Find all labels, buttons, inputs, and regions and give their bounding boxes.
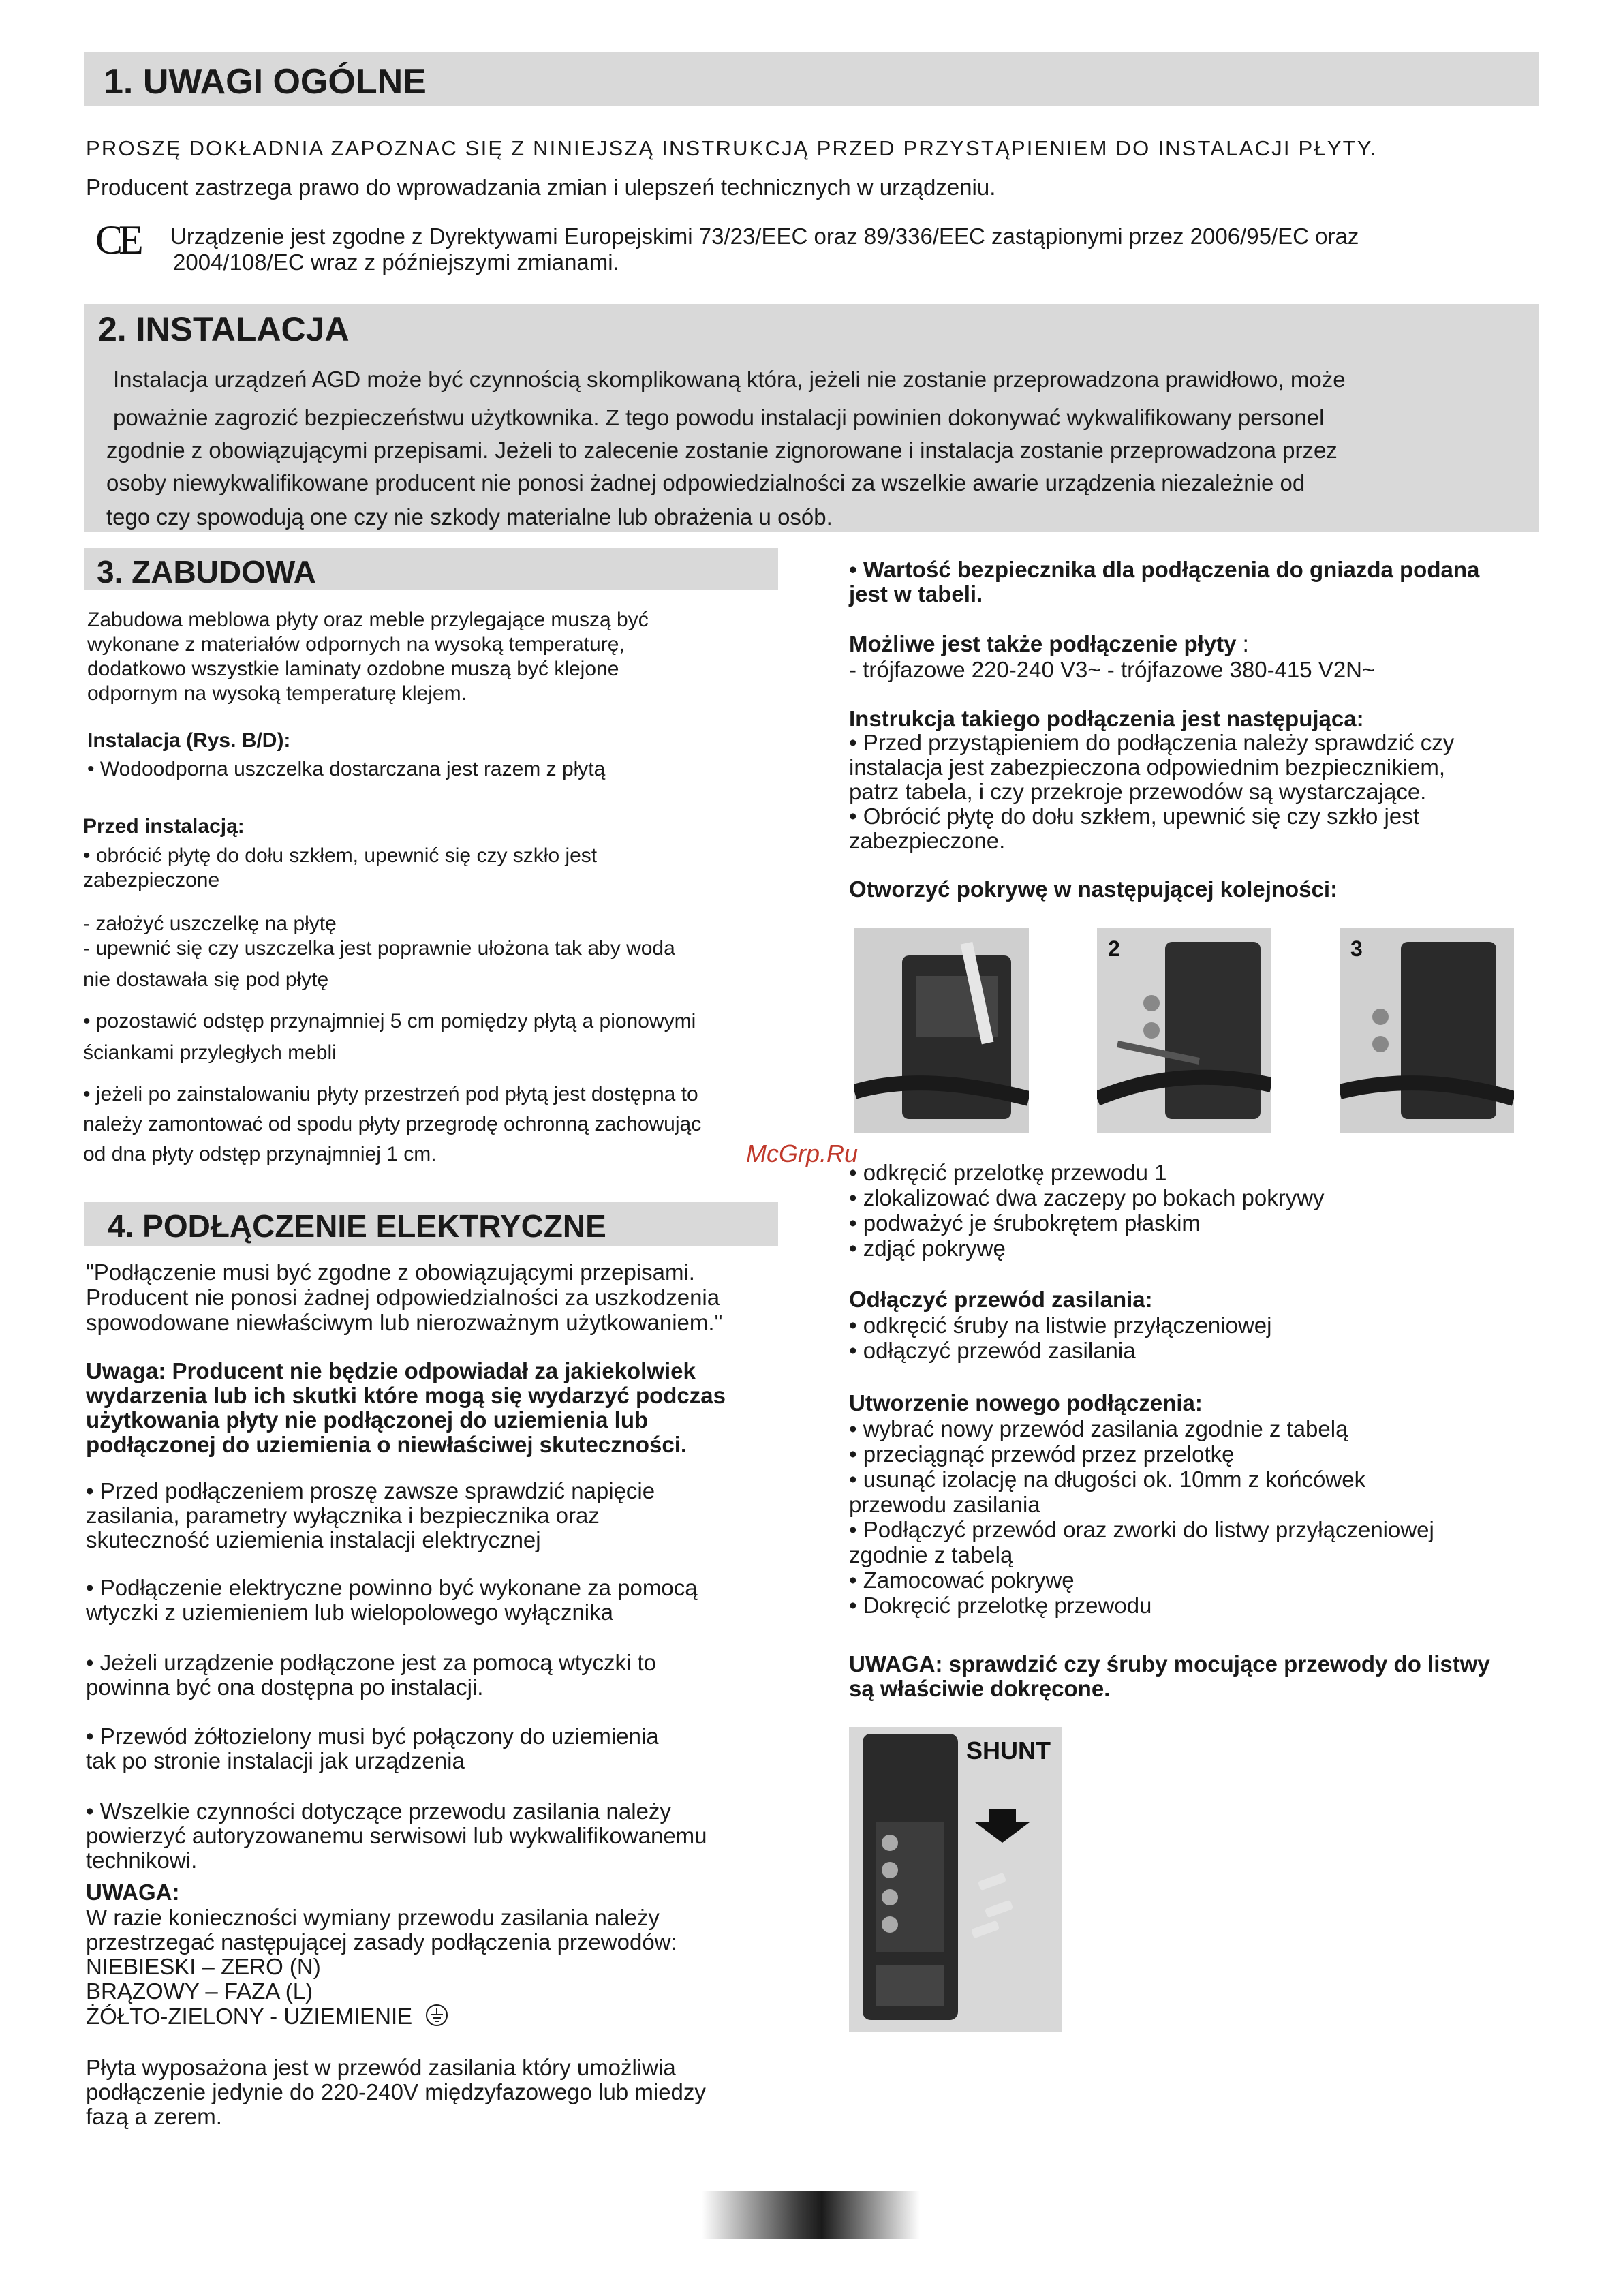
section-header-2 [84,304,1539,349]
r3-line-2: instalacja jest zabezpieczona odpowiednim bezpiecznikiem, [849,754,1445,780]
s4-p5 [86,1799,707,1873]
r5-line-1: • odkręcić przelotkę przewodu 1 [849,1160,1167,1185]
s2-line-2: poważnie zagrozić bezpieczeństwu użytkownika. Z tego powodu instalacji powinien dokonywać wykwalifikowany personel [113,405,1325,430]
s4-last-3: fazą a zerem. [86,2104,222,2129]
ce-line-1: Urządzenie jest zgodne z Dyrektywami Europejskimi 73/23/EEC oraz 89/336/EEC zastąpionymi przez 2006/95/EC oraz [170,224,1359,249]
section-title-1: 1. UWAGI OGÓLNE [104,62,427,102]
s4-p1-3: skuteczność uziemienia instalacji elektrycznej [86,1527,541,1552]
r1-line-2: jest w tabeli. [849,581,983,607]
s4-warn-1: Uwaga: Producent nie będzie odpowiadał za jakiekolwiek [86,1358,696,1383]
s3-b1-line-2: zabezpieczone [83,869,220,891]
s4-quote [86,1259,722,1335]
s3-b3-line-2: ściankami przyległych mebli [83,1041,337,1064]
section-header-3 [84,548,778,590]
s4-p1-2: zasilania, parametry wyłącznika i bezpiecznika oraz [86,1503,600,1528]
r3-heading: Instrukcja takiego podłączenia jest następująca: [849,706,1364,731]
s4-warn-2: wydarzenia lub ich skutki które mogą się wydarzyć podczas [86,1383,726,1408]
s3-inst-item: • Wodoodporna uszczelka dostarczana jest razem z płytą [87,758,606,780]
r5-line-2: • zlokalizować dwa zaczepy po bokach pokrywy [849,1185,1325,1210]
r6-line-2: • odłączyć przewód zasilania [849,1338,1136,1363]
shunt-label: SHUNT [966,1736,1051,1764]
s4-wire-brown: BRĄZOWY – FAZA (L) [86,1978,313,2004]
r3-line-4: • Obrócić płytę do dołu szkłem, upewnić się czy szkło jest [849,803,1419,829]
r3 [849,731,1454,853]
s4-last [86,2055,706,2129]
s4-uwaga-1: W razie konieczności wymiany przewodu zasilania należy [86,1905,660,1930]
photo-step-1 [854,928,1029,1133]
s4-wire-blue: NIEBIESKI – ZERO (N) [86,1954,321,1979]
r7-line-2: • przeciągnąć przewód przez przelotkę [849,1441,1235,1467]
s3-before-1 [83,844,597,893]
section-header-4 [84,1202,778,1246]
r3-line-5: zabezpieczone. [849,828,1006,853]
s3-intro-1: Zabudowa meblowa płyty oraz meble przylegające muszą być [87,609,649,631]
r1 [849,557,1479,607]
terminal-block-image [849,1727,1062,2032]
section-header-1 [84,52,1539,106]
r8-line-1: UWAGA: sprawdzić czy śruby mocujące przewody do listwy [849,1651,1490,1677]
ce-mark-icon: CE [95,217,140,262]
page-footer-bar [702,2191,920,2239]
notice-manufacturer: Producent zastrzega prawo do wprowadzania zmian i ulepszeń technicznych w urządzeniu. [86,174,996,200]
s4-p3-2: powinna być ona dostępna po instalacji. [86,1674,484,1700]
s4-p5-3: technikowi. [86,1848,198,1873]
photo-step-3 [1340,928,1514,1133]
photo-3-number: 3 [1350,936,1363,961]
r2-heading-bold: Możliwe jest także podłączenie płyty [849,631,1237,656]
r5-line-3: • podważyć je śrubokrętem płaskim [849,1210,1201,1236]
s4-p2 [86,1576,698,1625]
earth-symbol-icon [425,2004,448,2027]
s4-p4-1: • Przewód żółtozielony musi być połączony do uziemienia [86,1724,659,1749]
s4-p2-1: • Podłączenie elektryczne powinno być wykonane za pomocą [86,1575,698,1600]
section-title-4: 4. PODŁĄCZENIE ELEKTRYCZNE [108,1208,606,1244]
s4-p5-1: • Wszelkie czynności dotyczące przewodu zasilania należy [86,1798,671,1824]
s4-p2-2: wtyczki z uziemieniem lub wielopolowego wyłącznika [86,1599,613,1625]
ce-line-2: 2004/108/EC wraz z późniejszymi zmianami. [173,249,619,275]
r2-heading [849,632,1249,655]
r5-line-4: • zdjąć pokrywę [849,1236,1006,1261]
watermark: McGrp.Ru [746,1139,859,1167]
r2-heading-rest: : [1236,631,1249,656]
s3-intro-4: odpornym na wysoką temperaturę klejem. [87,682,467,705]
terminal-box-image [1340,928,1514,1133]
r7-line-5: • Podłączyć przewód oraz zworki do listwy przyłączeniowej [849,1517,1434,1542]
s4-p4-2: tak po stronie instalacji jak urządzenia [86,1748,465,1773]
terminal-box-image [854,928,1029,1133]
r7 [849,1416,1434,1618]
s4-quote-3: spowodowane niewłaściwym lub nierozważnym użytkowaniem." [86,1310,723,1335]
s4-last-1: Płyta wyposażona jest w przewód zasilania który umożliwia [86,2055,676,2080]
s3-b4-line-1: • jeżeli po zainstalowaniu płyty przestrzeń pod płytą jest dostępna to [83,1083,698,1105]
s4-warn-3: użytkowania płyty nie podłączonej do uziemienia lub [86,1407,649,1433]
notice-uppercase: PROSZĘ DOKŁADNIA ZAPOZNAC SIĘ Z NINIEJSZĄ INSTRUKCJĄ PRZED PRZYSTĄPIENIEM DO INSTALACJI PŁYTY. [86,136,1378,160]
s4-quote-2: Producent nie ponosi żadnej odpowiedzialności za uszkodzenia [86,1285,720,1310]
s4-p3-1: • Jeżeli urządzenie podłączone jest za pomocą wtyczki to [86,1650,656,1675]
s3-b2-line-1: - założyć uszczelkę na płytę [83,913,337,935]
s3-b3-line-1: • pozostawić odstęp przynajmniej 5 cm pomiędzy płytą a pionowymi [83,1010,696,1032]
r7-line-8: • Dokręcić przelotkę przewodu [849,1593,1152,1618]
shunt-photo [849,1727,1062,2032]
s4-wire-earth-text: ŻÓŁTO-ZIELONY - UZIEMIENIE [86,2004,413,2029]
section-title-3: 3. ZABUDOWA [97,554,316,590]
s3-intro-2: wykonane z materiałów odpornych na wysoką temperaturę, [87,633,625,656]
r8-line-2: są właściwie dokręcone. [849,1676,1111,1701]
s3-b4-line-3: od dna płyty odstęp przynajmniej 1 cm. [83,1143,437,1165]
r1-line-1: • Wartość bezpiecznika dla podłączenia do gniazda podana [849,557,1480,582]
s2-line-1: Instalacja urządzeń AGD może być czynnością skomplikowaną która, jeżeli nie zostanie przeprowadzona prawidłowo, może [113,367,1346,392]
s4-p5-2: powierzyć autoryzowanemu serwisowi lub wykwalifikowanemu [86,1823,707,1848]
s3-before-2 [83,913,675,994]
s4-uwaga-heading: UWAGA: [86,1880,180,1905]
s2-line-5: tego czy spowodują one czy nie szkody materialne lub obrażenia u osób. [106,504,833,530]
r7-line-4: przewodu zasilania [849,1492,1040,1517]
r6-line-1: • odkręcić śruby na listwie przyłączeniowej [849,1313,1272,1338]
s3-b2-line-2: - upewnić się czy uszczelka jest poprawnie ułożona tak aby woda [83,937,675,960]
s4-last-2: podłączenie jedynie do 220-240V międzyfazowego lub miedzy [86,2079,706,2104]
r6-heading: Odłączyć przewód zasilania: [849,1287,1153,1312]
r3-line-1: • Przed przystąpieniem do podłączenia należy sprawdzić czy [849,730,1455,755]
s3-before-heading: Przed instalacją: [83,815,245,838]
r6 [849,1313,1271,1363]
r3-line-3: patrz tabela, i czy przekroje przewodów są wystarczające. [849,779,1427,804]
r2-line: - trójfazowe 220-240 V3~ - trójfazowe 380-415 V2N~ [849,657,1376,682]
r7-line-6: zgodnie z tabelą [849,1542,1013,1567]
s4-p1 [86,1479,655,1552]
s3-b2-line-3: nie dostawała się pod płytę [83,968,329,991]
s4-wire-earth [86,2004,677,2029]
s3-b1-line-1: • obrócić płytę do dołu szkłem, upewnić się czy szkło jest [83,844,598,867]
r5 [849,1160,1325,1261]
r7-heading: Utworzenie nowego podłączenia: [849,1390,1203,1415]
r7-line-7: • Zamocować pokrywę [849,1567,1075,1593]
s3-inst-heading: Instalacja (Rys. B/D): [87,729,291,752]
s3-before-4 [83,1080,701,1169]
s3-intro [87,608,649,706]
s2-line-3: zgodnie z obowiązującymi przepisami. Jeżeli to zalecenie zostanie zignorowane i instalacja zostanie przeprowadzona przez [106,438,1338,463]
photo-2-number: 2 [1108,936,1120,961]
s4-p1-1: • Przed podłączeniem proszę zawsze sprawdzić napięcie [86,1478,655,1503]
photo-step-2 [1097,928,1271,1133]
s3-b4-line-2: należy zamontować od spodu płyty przegrodę ochronną zachowując [83,1113,702,1135]
s4-warning [86,1359,726,1457]
r8 [849,1652,1490,1701]
s4-warn-4: podłączonej do uziemienia o niewłaściwej skuteczności. [86,1432,687,1457]
s4-uwaga [86,1905,677,2029]
r7-line-1: • wybrać nowy przewód zasilania zgodnie z tabelą [849,1416,1348,1441]
terminal-box-image [1097,928,1271,1133]
r7-line-3: • usunąć izolację na długości ok. 10mm z końcówek [849,1467,1366,1492]
section-title-2: 2. INSTALACJA [98,310,350,348]
r4-heading: Otworzyć pokrywę w następującej kolejności: [849,876,1338,902]
s4-uwaga-2: przestrzegać następującej zasady podłączenia przewodów: [86,1929,677,1955]
s4-quote-1: "Podłączenie musi być zgodne z obowiązującymi przepisami. [86,1259,695,1285]
s4-p4 [86,1724,659,1773]
s2-line-4: osoby niewykwalifikowane producent nie ponosi żadnej odpowiedzialności za wszelkie awarie urządzenia niezależnie od [106,470,1305,495]
s3-intro-3: dodatkowo wszystkie laminaty ozdobne muszą być klejone [87,658,619,680]
s3-before-3 [83,1006,696,1069]
s4-p3 [86,1651,656,1700]
